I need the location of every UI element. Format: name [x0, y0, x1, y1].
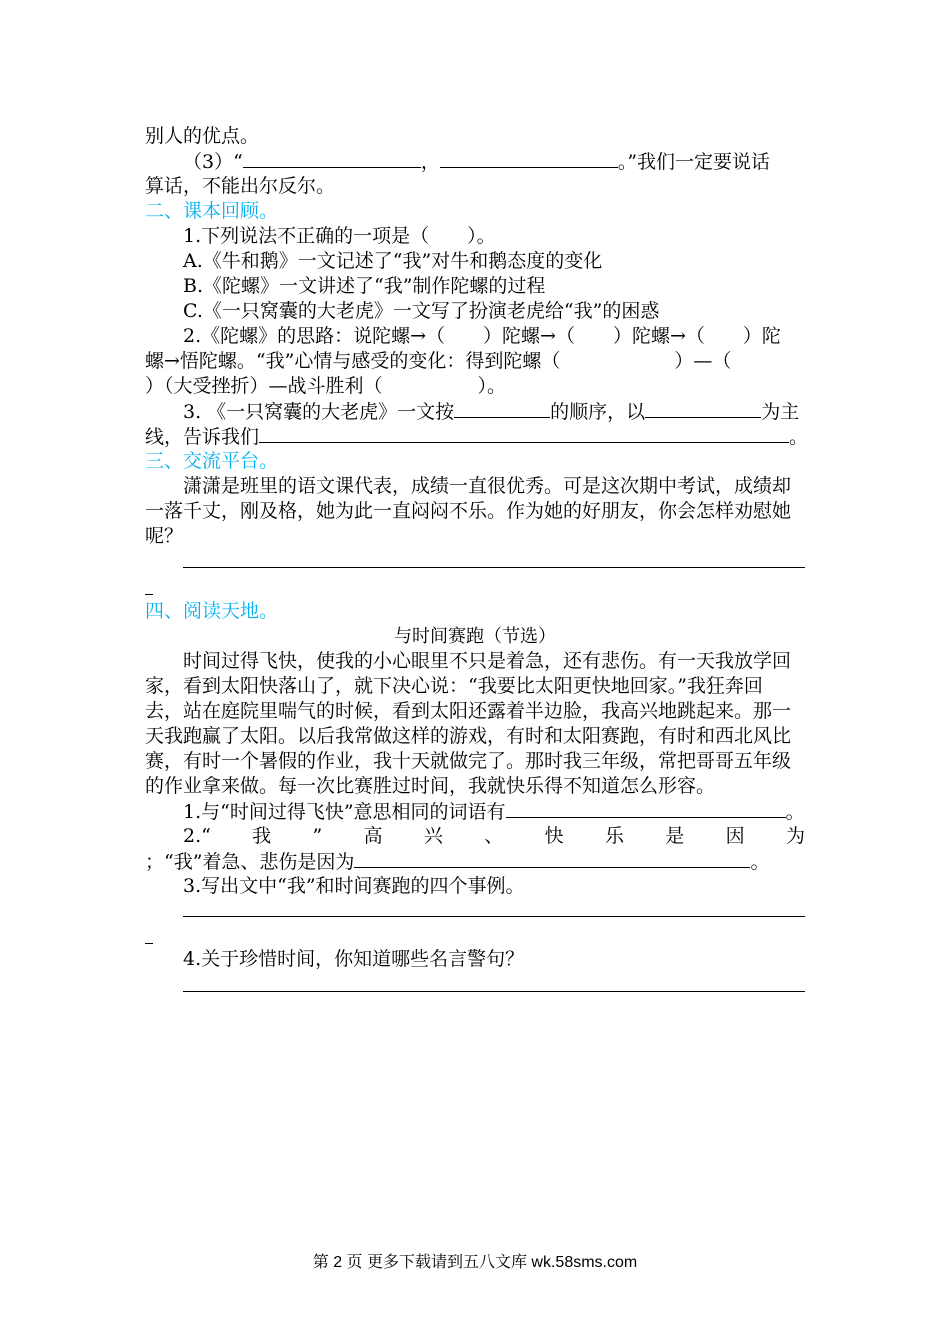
passage-line: 赛，有时一个暑假的作业，我十天就做完了。那时我三年级，常把哥哥五年级 [145, 750, 792, 772]
s4-question-2-line-1 [183, 824, 805, 849]
s2-question-1: 1.下列说法不正确的一项是（ ）。 [183, 225, 496, 247]
s4-question-2-line-2 [145, 849, 805, 875]
s4-q1-text: 1.与“时间过得飞快”意思相同的词语有 [183, 801, 506, 823]
s3-para-line-2: 一落千丈，刚及格，她为此一直闷闷不乐。作为她的好朋友，你会怎样劝慰她 [145, 500, 792, 522]
s3-para-line-1: 潇潇是班里的语文课代表，成绩一直很优秀。可是这次期中考试，成绩却 [183, 475, 792, 497]
s4-q2-char: ” [312, 825, 323, 847]
passage-title: 与时间赛跑（节选） [394, 626, 556, 647]
s2-q1-option-c: C.《一只窝囊的大老虎》一文写了扮演老虎给“我”的困惑 [183, 300, 660, 322]
q3-suffix: 。”我们一定要说话 [617, 151, 771, 173]
section-3-heading: 三、交流平台。 [145, 450, 279, 472]
page-footer: 第 2 页 更多下载请到五八文库 wk.58sms.com [312, 1254, 638, 1271]
passage-line: 时间过得飞快，使我的小心眼里不只是着急，还有悲伤。有一天我放学回 [183, 650, 792, 672]
q3-blank-1[interactable] [243, 149, 421, 168]
s4-q2-char: 高 [363, 825, 383, 847]
s3-answer-line-stub [145, 594, 153, 595]
s4-q1-blank[interactable] [506, 799, 786, 818]
s4-q2-char: 乐 [604, 825, 624, 847]
prev-question-tail: 别人的优点。 [145, 125, 260, 147]
s4-q2-char: 因 [725, 825, 745, 847]
s4-q2-line2-text: ；“我”着急、悲伤是因为 [145, 851, 355, 873]
s4-q3-answer-line-stub [145, 943, 153, 944]
s2-q3-text-c: 为主 [761, 401, 800, 423]
s4-q2-char: 2.“ [183, 825, 211, 847]
s4-q2-blank[interactable] [354, 849, 750, 868]
s2-question-2-line-1: 2.《陀螺》的思路：说陀螺→（ ）陀螺→（ ）陀螺→（ ）陀 [183, 325, 781, 347]
q3-prefix: （3）“ [183, 151, 243, 173]
s2-question-3-line-1 [183, 399, 805, 425]
passage-line: 的作业拿来做。每一次比赛胜过时间，我就快乐得不知道怎么形容。 [145, 775, 716, 797]
s4-q2-char: 是 [665, 825, 685, 847]
s2-q3-blank-2[interactable] [645, 399, 761, 418]
passage-line: 天我跑赢了太阳。以后我常做这样的游戏，有时和太阳赛跑，有时和西北风比 [145, 725, 792, 747]
s2-question-2-line-2: 螺→悟陀螺。“我”心情与感受的变化：得到陀螺（ ）—（ [145, 350, 732, 372]
s3-para-line-3: 呢？ [145, 525, 184, 547]
s4-q1-end: 。 [785, 801, 805, 823]
passage-line: 去，站在庭院里喘气的时候，看到太阳还露着半边脸，我高兴地跳起来。那一 [145, 700, 792, 722]
s2-q3-line2-text: 线，告诉我们 [145, 426, 260, 448]
s2-q3-blank-3[interactable] [259, 424, 789, 443]
s2-q3-text-b: 的顺序，以 [550, 401, 646, 423]
s2-q3-text-a: 3. 《一只窝囊的大老虎》一文按 [183, 401, 455, 423]
section-2-heading: 二、课本回顾。 [145, 200, 279, 222]
s2-question-3-line-2 [145, 424, 809, 450]
s4-question-4: 4.关于珍惜时间，你知道哪些名言警句？ [183, 948, 525, 970]
s2-q3-line2-end: 。 [789, 426, 809, 448]
s2-q1-option-b: B.《陀螺》一文讲述了“我”制作陀螺的过程 [183, 275, 546, 297]
s4-question-1 [183, 799, 805, 825]
s4-q2-char: 、 [484, 825, 504, 847]
s2-q3-blank-1[interactable] [454, 399, 550, 418]
s4-q2-line2-end: 。 [750, 851, 770, 873]
q3-line-2: 算话，不能出尔反尔。 [145, 175, 336, 197]
q3-mid: ， [420, 151, 440, 173]
s3-answer-line[interactable] [183, 567, 805, 568]
s4-q4-answer-line[interactable] [183, 991, 805, 992]
s2-q1-option-a: A.《牛和鹅》一文记述了“我”对牛和鹅态度的变化 [183, 250, 603, 272]
s4-q2-char: 快 [544, 825, 564, 847]
passage-line: 家，看到太阳快落山了，就下决心说：“我要比太阳更快地回家。”我狂奔回 [145, 675, 763, 697]
s4-q2-char: 为 [785, 825, 805, 847]
s4-q3-answer-line[interactable] [183, 916, 805, 917]
section-4-heading: 四、阅读天地。 [145, 600, 279, 622]
s4-q2-char: 兴 [423, 825, 443, 847]
q3-blank-2[interactable] [440, 149, 618, 168]
s4-question-3: 3.写出文中“我”和时间赛跑的四个事例。 [183, 875, 525, 897]
s2-question-2-line-3: ）（大受挫折）—战斗胜利（ ）。 [145, 375, 507, 397]
question-1-3 [183, 149, 805, 175]
s4-q2-char: 我 [252, 825, 272, 847]
